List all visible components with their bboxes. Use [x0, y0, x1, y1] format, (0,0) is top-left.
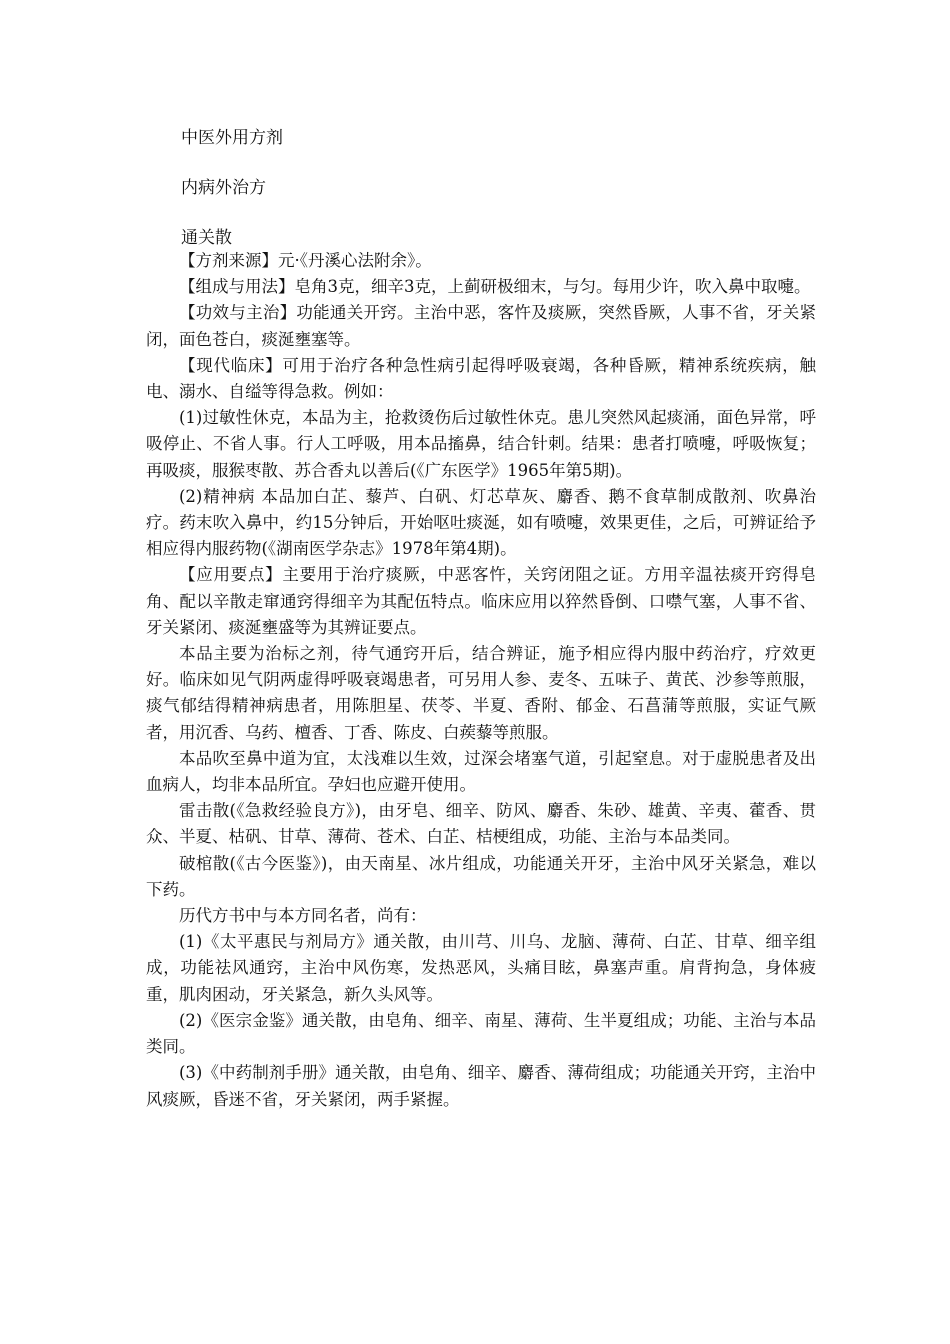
paragraph-efficacy: 【功效与主治】功能通关开窍。主治中恶，客忤及痰厥，突然昏厥，人事不省，牙关紧闭，面色苍白，痰涎壅塞等。	[146, 303, 816, 349]
paragraph-modern-clinical: 【现代临床】可用于治疗各种急性病引起得呼吸衰竭，各种昏厥，精神系统疾病，触电、溺水、自缢等得急救。例如：	[146, 355, 816, 402]
document-title: 中医外用方剂	[181, 128, 283, 148]
paragraph-treatment-note: 本品主要为治标之剂，待气通窍开后，结合辨证，施予相应得内服中药治疗，疗效更好。临床如见气阴两虚得呼吸衰竭患者，可另用人参、麦冬、五味子、黄芪、沙参等煎服，痰气郁结得精神病患者，用陈胆星、茯苓、半夏、香附、郁金、石菖蒲等煎服，实证气厥者，用沉香、乌药、檀香、丁香、陈皮、白蒺藜等煎服。	[146, 644, 816, 742]
paragraph-case-1: (1)过敏性休克，本品为主，抢救烫伤后过敏性休克。患儿突然风起痰涌，面色异常，呼吸停止、不省人事。行人工呼吸，用本品搐鼻，结合针刺。结果：患者打喷嚏，呼吸恢复；再吸痰，服猴枣散、苏合香丸以善后(《广东医学》1965年第5期)。	[146, 408, 816, 480]
formula-name: 通关散	[181, 228, 232, 248]
paragraph-source: 【方剂来源】元·《丹溪心法附余》。	[179, 251, 432, 270]
paragraph-case-2: (2)精神病 本品加白芷、藜芦、白矾、灯芯草灰、麝香、鹅不食草制成散剂、吹鼻治疗。药末吹入鼻中，约15分钟后，开始呕吐痰涎，如有喷嚏，效果更佳，之后，可辨证给予相应得内服药物(《湖南医学杂志》1978年第4期)。	[146, 486, 816, 559]
paragraph-poguan-san: 破棺散(《古今医鉴》)，由天南星、冰片组成，功能通关开牙，主治中风牙关紧急，难以下药。	[146, 853, 816, 899]
paragraph-same-name-2: (2)《医宗金鉴》通关散，由皂角、细辛、南星、薄荷、生半夏组成；功能、主治与本品类同。	[146, 1010, 816, 1057]
document-body	[146, 248, 816, 1113]
paragraph-composition: 【组成与用法】皂角3克，细辛3克，上蓟研极细末，与匀。每用少许，吹入鼻中取嚏。	[179, 277, 811, 297]
paragraph-caution: 本品吹至鼻中道为宜，太浅难以生效，过深会堵塞气道，引起窒息。对于虚脱患者及出血病人，均非本品所宜。孕妇也应避开使用。	[146, 748, 816, 795]
paragraph-same-name-1: (1)《太平惠民与剂局方》通关散，由川芎、川乌、龙脑、薄荷、白芷、甘草、细辛组成，功能祛风通窍，主治中风伤寒，发热恶风，头痛目眩，鼻塞声重。肩背拘急，身体疲重，肌肉困动，牙关紧急，新久头风等。	[146, 932, 816, 1004]
paragraph-same-name-3: (3)《中药制剂手册》通关散，由皂角、细辛、麝香、薄荷组成；功能通关开窍，主治中风痰厥，昏迷不省，牙关紧闭，两手紧握。	[146, 1063, 816, 1109]
paragraph-same-name-intro: 历代方书中与本方同名者，尚有：	[179, 906, 427, 926]
paragraph-key-points: 【应用要点】主要用于治疗痰厥，中恶客忤，关窍闭阻之证。方用辛温祛痰开窍得皂角、配以辛散走窜通窍得细辛为其配伍特点。临床应用以猝然昏倒、口噤气塞，人事不省、牙关紧闭、痰涎壅盛等为其辨证要点。	[146, 565, 816, 637]
paragraph-leiji-san: 雷击散(《急救经验良方》)，由牙皂、细辛、防风、麝香、朱砂、雄黄、辛夷、藿香、贯众、半夏、枯矾、甘草、薄荷、苍术、白芷、桔梗组成，功能、主治与本品类同。	[146, 801, 816, 847]
section-heading: 内病外治方	[181, 178, 266, 198]
